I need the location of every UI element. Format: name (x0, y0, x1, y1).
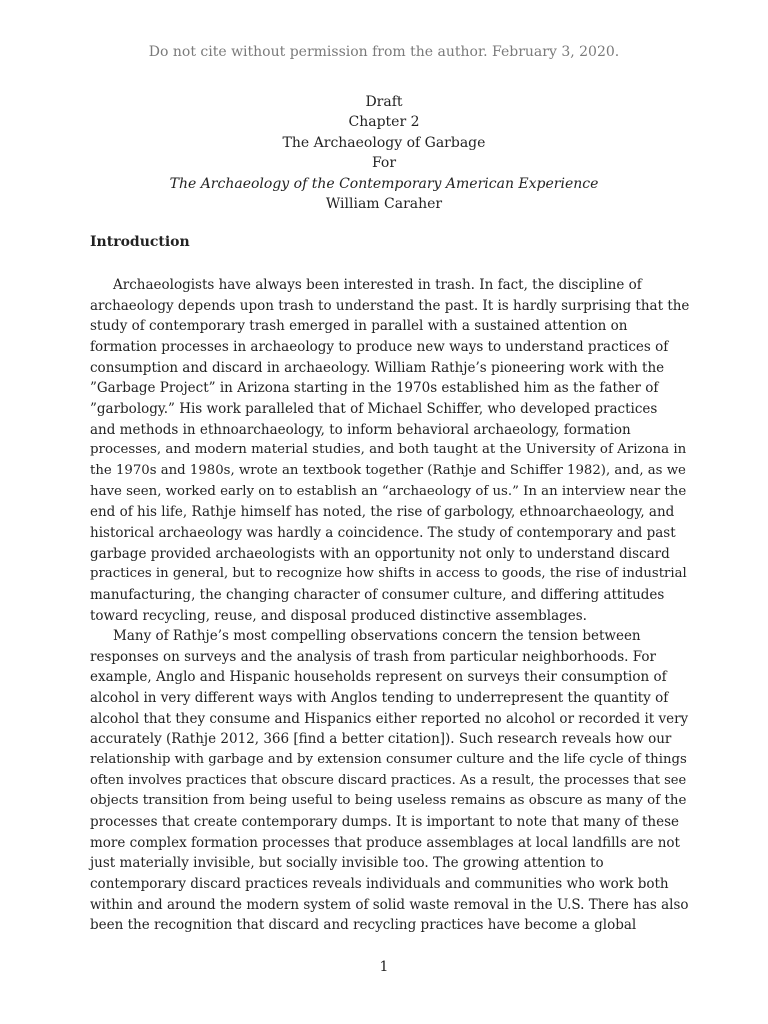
body-line: historical archaeology was hardly a coincidence. The study of contemporary and past (90, 524, 676, 541)
body-line: alcohol that they consume and Hispanics either reported no alcohol or recorded it very (90, 710, 689, 727)
body-text (90, 275, 690, 936)
title-block (0, 92, 768, 214)
body-line: and methods in ethnoarchaeology, to inform behavioral archaeology, formation (90, 421, 631, 438)
body-line: archaeology depends upon trash to understand the past. It is hardly surprising that the (90, 297, 690, 314)
body-line: accurately (Rathje 2012, 366 [find a better citation]). Such research reveals how our (90, 731, 672, 748)
body-line: Many of Rathje’s most compelling observations concern the tension between (113, 628, 641, 645)
body-line: ”garbology.” His work paralleled that of Michael Schiffer, who developed practices (90, 400, 658, 417)
body-line: often involves practices that obscure discard practices. As a result, the processes that see (90, 772, 687, 788)
chapter-title: The Archaeology of Garbage (282, 134, 486, 151)
body-line: example, Anglo and Hispanic households represent on surveys their consumption of (90, 669, 667, 686)
page-number: 1 (379, 959, 389, 975)
body-line: consumption and discard in archaeology. William Rathje’s pioneering work with the (90, 359, 665, 376)
body-line: processes that create contemporary dumps. It is important to note that many of these (90, 814, 679, 831)
body-line: Archaeologists have always been interested in trash. In fact, the discipline of (113, 277, 642, 293)
chapter-label: Chapter 2 (348, 114, 420, 131)
body-line: responses on surveys and the analysis of trash from particular neighborhoods. For (90, 648, 656, 665)
body-line: ”Garbage Project” in Arizona starting in the 1970s established him as the father of (90, 380, 659, 397)
body-line: have seen, worked early on to establish an “archaeology of us.” In an interview near the (90, 483, 687, 499)
body-line: within and around the modern system of solid waste removal in the U.S. There has also (90, 896, 689, 913)
body-line: alcohol in very different ways with Anglos tending to underrepresent the quantity of (90, 690, 669, 707)
body-line: contemporary discard practices reveals individuals and communities who work both (90, 876, 669, 893)
section-heading: Introduction (90, 234, 190, 250)
permission-notice: Do not cite without permission from the author. February 3, 2020. (148, 44, 620, 60)
draft-label: Draft (365, 94, 403, 110)
body-line: practices in general, but to recognize how shifts in access to goods, the rise of industrial (90, 566, 687, 582)
body-line: the 1970s and 1980s, wrote an textbook together (Rathje and Schiffer 1982), and, as we (90, 462, 686, 478)
author-name: William Caraher (325, 196, 443, 213)
body-line: relationship with garbage and by extension consumer culture and the life cycle of things (90, 752, 687, 768)
body-line: objects transition from being useful to being useless remains as obscure as many of the (90, 793, 687, 809)
body-line: more complex formation processes that produce assemblages at local landfills are not (90, 834, 680, 851)
body-line: processes, and modern material studies, and both taught at the University of Arizona in (90, 442, 687, 458)
body-line: manufacturing, the changing character of consumer culture, and differing attitudes (90, 586, 665, 603)
body-line: formation processes in archaeology to produce new ways to understand practices of (90, 338, 669, 355)
body-line: end of his life, Rathje himself has noted, the rise of garbology, ethnoarchaeology, and (90, 504, 675, 521)
body-line: just materially invisible, but socially invisible too. The growing attention to (90, 855, 604, 872)
body-line: been the recognition that discard and recycling practices have become a global (90, 917, 637, 934)
for-label: For (371, 155, 397, 172)
body-line: garbage provided archaeologists with an opportunity not only to understand discard (90, 545, 670, 562)
body-line: study of contemporary trash emerged in parallel with a sustained attention on (90, 318, 628, 335)
book-title: The Archaeology of the Contemporary American Experience (169, 175, 599, 192)
body-line: toward recycling, reuse, and disposal produced distinctive assemblages. (90, 607, 587, 624)
